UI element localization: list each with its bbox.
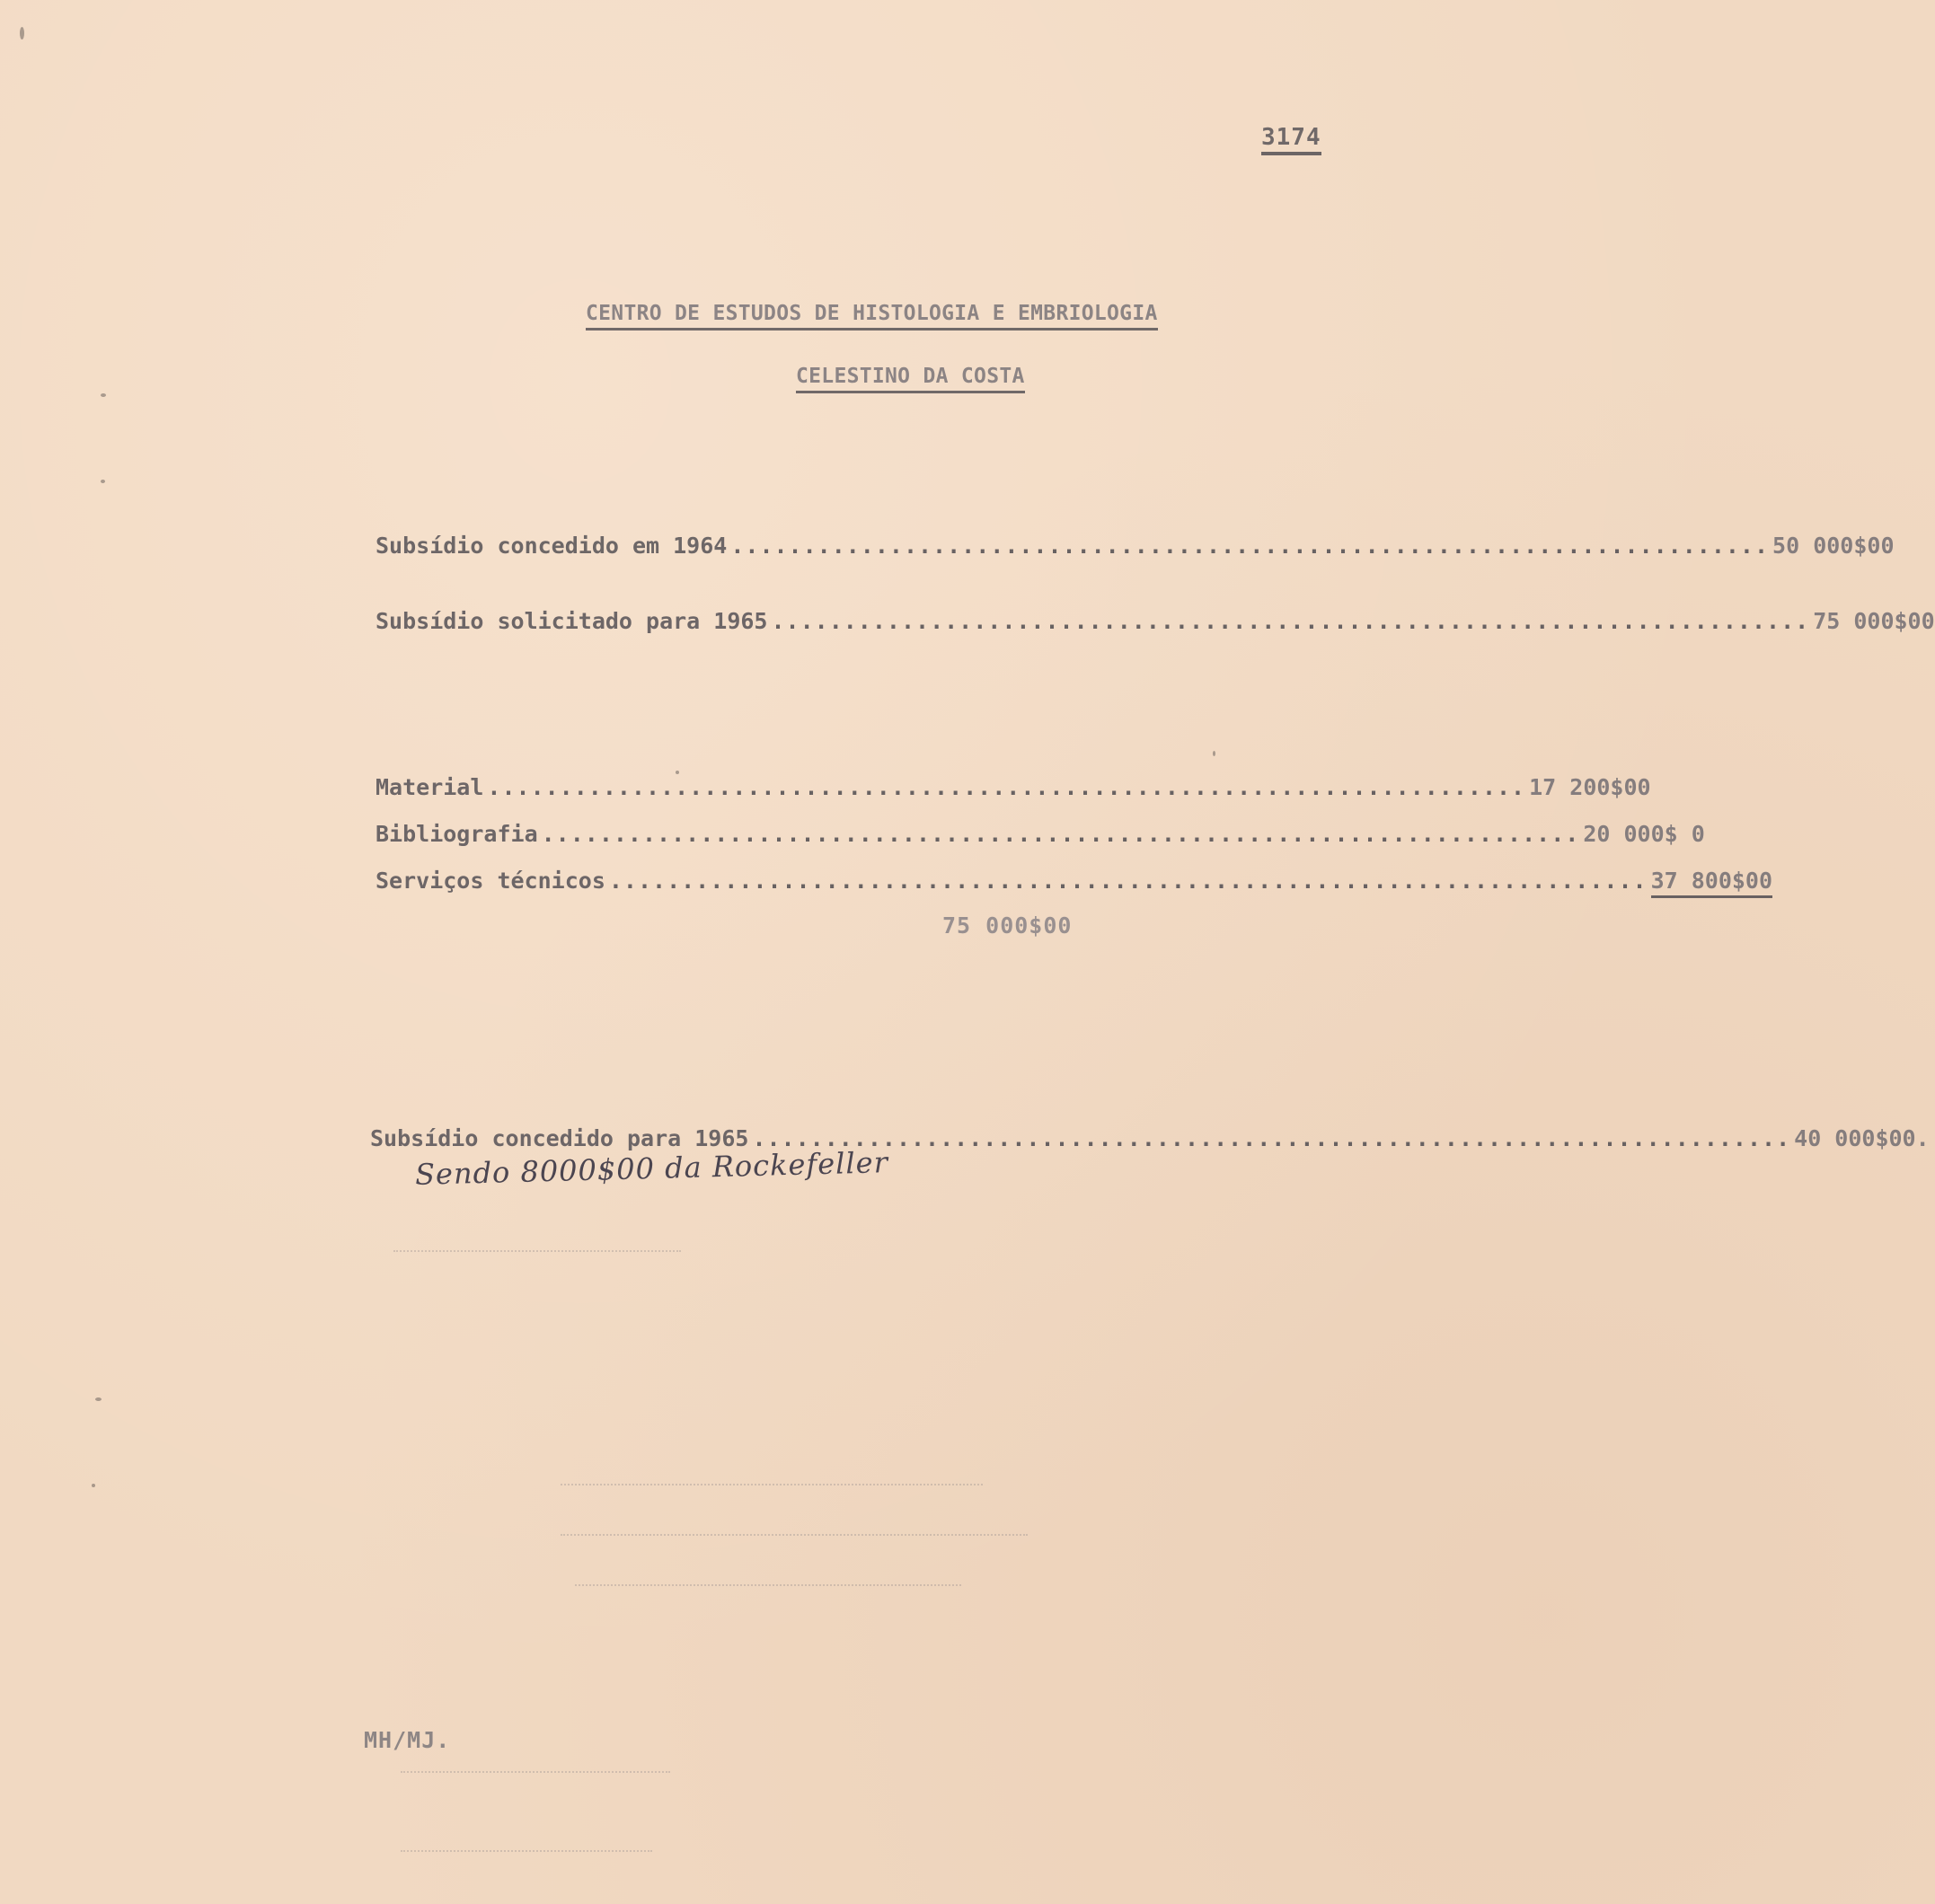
paper-speck bbox=[101, 480, 105, 483]
show-through-line bbox=[401, 1771, 670, 1775]
granted-label: Subsídio concedido para 1965 bbox=[370, 1125, 749, 1151]
show-through-line bbox=[561, 1484, 983, 1487]
subsidy-label: Subsídio concedido em 1964 bbox=[376, 533, 728, 559]
leader-dots: ........................................................................ bbox=[771, 608, 1810, 634]
leader-dots: ........................................................................ bbox=[487, 774, 1526, 800]
breakdown-total: 75 000$00 bbox=[942, 912, 1073, 939]
subsidy-amount: 50 000$00 bbox=[1772, 533, 1895, 559]
breakdown-amount: 37 800$00 bbox=[1651, 869, 1772, 898]
subsidy-row-requested-1965 bbox=[376, 608, 1935, 634]
show-through-line bbox=[575, 1584, 961, 1588]
breakdown-label: Serviços técnicos bbox=[376, 868, 605, 894]
leader-dots: ........................................................................ bbox=[730, 533, 1770, 559]
subsidy-label: Subsídio solicitado para 1965 bbox=[376, 608, 768, 634]
show-through-line bbox=[401, 1850, 652, 1854]
paper-speck bbox=[1213, 751, 1215, 756]
show-through-line bbox=[393, 1250, 681, 1254]
paper-speck bbox=[95, 1397, 102, 1401]
paper-speck bbox=[92, 1484, 95, 1487]
breakdown-label: Bibliografia bbox=[376, 821, 538, 847]
institution-subtitle: CELESTINO DA COSTA bbox=[796, 366, 1025, 393]
breakdown-amount: 20 000$ 0 bbox=[1583, 821, 1705, 847]
handwritten-note: Sendo 8000$00 da Rockefeller bbox=[414, 1145, 889, 1192]
institution-title: CENTRO DE ESTUDOS DE HISTOLOGIA E EMBRIOLOGIA bbox=[586, 304, 1158, 331]
breakdown-amount: 17 200$00 bbox=[1529, 774, 1651, 800]
leader-dots: ........................................................................ bbox=[752, 1125, 1791, 1151]
subsidy-row-1964 bbox=[376, 533, 1895, 559]
subsidy-amount: 75 000$00 bbox=[1813, 608, 1935, 634]
breakdown-row-servicos bbox=[376, 868, 1773, 898]
leader-dots: ........................................................................ bbox=[541, 821, 1580, 847]
paper-speck bbox=[101, 393, 106, 397]
breakdown-label: Material bbox=[376, 774, 484, 800]
granted-amount: 40 000$00. bbox=[1794, 1125, 1930, 1151]
leader-dots: ........................................................................ bbox=[608, 868, 1648, 894]
breakdown-row-material bbox=[376, 774, 1651, 800]
page-number: 3174 bbox=[1261, 126, 1321, 155]
show-through-line bbox=[561, 1534, 1028, 1538]
breakdown-row-bibliografia bbox=[376, 821, 1705, 847]
footer-initials: MH/MJ. bbox=[364, 1727, 451, 1753]
paper-speck bbox=[676, 771, 679, 774]
paper-speck bbox=[20, 27, 24, 40]
